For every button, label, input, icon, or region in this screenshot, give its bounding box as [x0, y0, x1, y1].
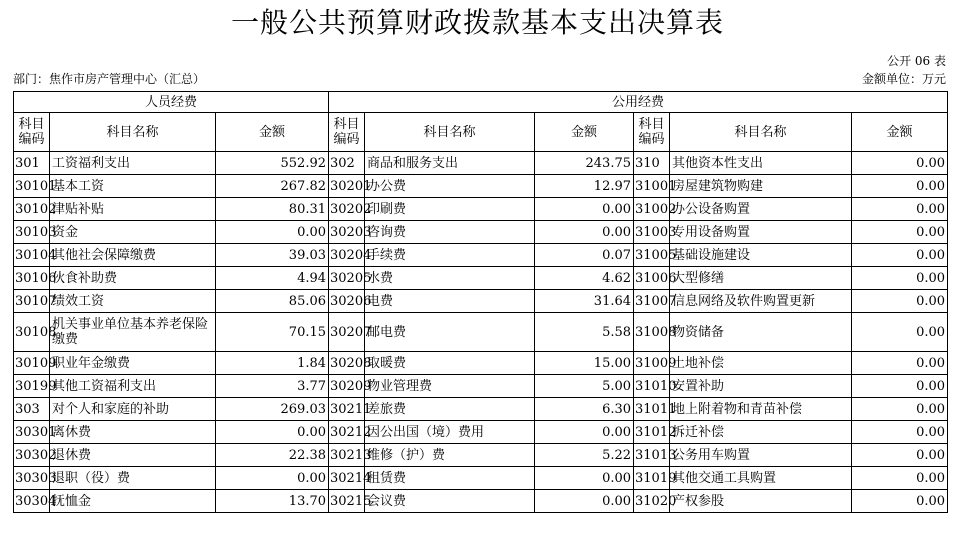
code-cell: 31019 [634, 467, 670, 490]
code-cell: 302 [329, 152, 365, 175]
code-cell: 30207 [329, 313, 365, 352]
amount-cell: 31.64 [535, 290, 634, 313]
column-header-name: 科目名称 [365, 113, 535, 152]
name-cell: 其他交通工具购置 [670, 467, 852, 490]
amount-cell: 0.00 [852, 375, 948, 398]
table-row [14, 398, 948, 421]
amount-cell: 4.62 [535, 267, 634, 290]
name-cell: 安置补助 [670, 375, 852, 398]
code-cell: 30102 [14, 198, 50, 221]
code-cell: 31001 [634, 175, 670, 198]
group-header-row [14, 92, 948, 113]
code-cell: 31003 [634, 221, 670, 244]
amount-cell: 0.00 [852, 290, 948, 313]
code-cell: 30203 [329, 221, 365, 244]
code-cell: 301 [14, 152, 50, 175]
code-cell: 30206 [329, 290, 365, 313]
amount-cell: 0.00 [852, 221, 948, 244]
code-cell: 30107 [14, 290, 50, 313]
name-cell: 抚恤金 [50, 490, 216, 513]
expenditure-table [13, 91, 948, 513]
amount-cell: 85.06 [216, 290, 329, 313]
name-cell: 其他工资福利支出 [50, 375, 216, 398]
column-header-row [14, 113, 948, 152]
name-cell: 差旅费 [365, 398, 535, 421]
code-cell: 30202 [329, 198, 365, 221]
name-cell: 因公出国（境）费用 [365, 421, 535, 444]
code-cell: 30213 [329, 444, 365, 467]
name-cell: 其他资本性支出 [670, 152, 852, 175]
code-cell: 30199 [14, 375, 50, 398]
code-cell: 31007 [634, 290, 670, 313]
name-cell: 房屋建筑物购建 [670, 175, 852, 198]
table-row [14, 352, 948, 375]
amount-cell: 5.58 [535, 313, 634, 352]
page-title: 一般公共预算财政拨款基本支出决算表 [230, 6, 724, 39]
amount-cell: 269.03 [216, 398, 329, 421]
amount-cell: 22.38 [216, 444, 329, 467]
name-cell: 水费 [365, 267, 535, 290]
amount-cell: 70.15 [216, 313, 329, 352]
table-row [14, 290, 948, 313]
name-cell: 资金 [50, 221, 216, 244]
amount-cell: 267.82 [216, 175, 329, 198]
amount-cell: 0.00 [852, 175, 948, 198]
name-cell: 地上附着物和青苗补偿 [670, 398, 852, 421]
name-cell: 机关事业单位基本养老保险缴费 [50, 313, 216, 352]
amount-cell: 0.00 [852, 198, 948, 221]
amount-cell: 13.70 [216, 490, 329, 513]
code-cell: 30301 [14, 421, 50, 444]
code-cell: 30106 [14, 267, 50, 290]
amount-cell: 12.97 [535, 175, 634, 198]
name-cell: 邮电费 [365, 313, 535, 352]
name-cell: 维修（护）费 [365, 444, 535, 467]
code-cell: 31008 [634, 313, 670, 352]
table-row [14, 221, 948, 244]
name-cell: 办公设备购置 [670, 198, 852, 221]
code-cell: 30302 [14, 444, 50, 467]
code-cell: 31002 [634, 198, 670, 221]
name-cell: 基础设施建设 [670, 244, 852, 267]
name-cell: 离休费 [50, 421, 216, 444]
code-cell: 31006 [634, 267, 670, 290]
name-cell: 大型修缮 [670, 267, 852, 290]
name-cell: 租赁费 [365, 467, 535, 490]
code-cell: 30103 [14, 221, 50, 244]
code-cell: 31010 [634, 375, 670, 398]
name-cell: 拆迁补偿 [670, 421, 852, 444]
code-cell: 31009 [634, 352, 670, 375]
code-cell: 310 [634, 152, 670, 175]
amount-cell: 0.00 [852, 244, 948, 267]
amount-cell: 0.00 [852, 467, 948, 490]
amount-cell: 0.00 [216, 421, 329, 444]
name-cell: 取暖费 [365, 352, 535, 375]
amount-cell: 0.00 [852, 398, 948, 421]
table-row [14, 313, 948, 352]
code-cell: 303 [14, 398, 50, 421]
amount-cell: 15.00 [535, 352, 634, 375]
name-cell: 手续费 [365, 244, 535, 267]
name-cell: 物资储备 [670, 313, 852, 352]
code-cell: 30212 [329, 421, 365, 444]
amount-cell: 243.75 [535, 152, 634, 175]
name-cell: 其他社会保障缴费 [50, 244, 216, 267]
code-cell: 30201 [329, 175, 365, 198]
amount-cell: 0.00 [852, 267, 948, 290]
amount-cell: 6.30 [535, 398, 634, 421]
column-header-code: 科目编码 [634, 113, 670, 152]
amount-cell: 4.94 [216, 267, 329, 290]
column-header-amount: 金额 [216, 113, 329, 152]
name-cell: 物业管理费 [365, 375, 535, 398]
amount-cell: 0.07 [535, 244, 634, 267]
code-cell: 31012 [634, 421, 670, 444]
name-cell: 公务用车购置 [670, 444, 852, 467]
amount-cell: 552.92 [216, 152, 329, 175]
amount-cell: 0.00 [852, 152, 948, 175]
amount-cell: 0.00 [852, 490, 948, 513]
amount-cell: 0.00 [216, 467, 329, 490]
amount-cell: 0.00 [535, 198, 634, 221]
column-header-name: 科目名称 [50, 113, 216, 152]
amount-cell: 0.00 [535, 421, 634, 444]
code-cell: 31020 [634, 490, 670, 513]
code-cell: 30204 [329, 244, 365, 267]
name-cell: 基本工资 [50, 175, 216, 198]
name-cell: 电费 [365, 290, 535, 313]
amount-cell: 0.00 [535, 490, 634, 513]
column-header-code: 科目编码 [329, 113, 365, 152]
name-cell: 退职（役）费 [50, 467, 216, 490]
column-header-amount: 金额 [535, 113, 634, 152]
amount-cell: 0.00 [535, 467, 634, 490]
table-row [14, 175, 948, 198]
group-header-personnel: 人员经费 [14, 92, 329, 113]
code-cell: 30208 [329, 352, 365, 375]
name-cell: 会议费 [365, 490, 535, 513]
column-header-name: 科目名称 [670, 113, 852, 152]
code-cell: 30214 [329, 467, 365, 490]
code-cell: 30108 [14, 313, 50, 352]
amount-cell: 39.03 [216, 244, 329, 267]
amount-cell: 0.00 [535, 221, 634, 244]
name-cell: 办公费 [365, 175, 535, 198]
code-cell: 30303 [14, 467, 50, 490]
code-cell: 30211 [329, 398, 365, 421]
name-cell: 土地补偿 [670, 352, 852, 375]
amount-cell: 0.00 [852, 444, 948, 467]
amount-cell: 80.31 [216, 198, 329, 221]
name-cell: 津贴补贴 [50, 198, 216, 221]
form-number: 公开 06 表 [887, 54, 946, 68]
table-row [14, 467, 948, 490]
amount-unit-label: 金额单位：万元 [861, 72, 946, 86]
name-cell: 商品和服务支出 [365, 152, 535, 175]
name-cell: 工资福利支出 [50, 152, 216, 175]
name-cell: 伙食补助费 [50, 267, 216, 290]
code-cell: 30215 [329, 490, 365, 513]
table-row [14, 490, 948, 513]
code-cell: 30304 [14, 490, 50, 513]
code-cell: 30205 [329, 267, 365, 290]
table-row [14, 267, 948, 290]
table-row [14, 375, 948, 398]
column-header-amount: 金额 [852, 113, 948, 152]
table-row [14, 152, 948, 175]
column-header-code: 科目编码 [14, 113, 50, 152]
name-cell: 信息网络及软件购置更新 [670, 290, 852, 313]
code-cell: 30209 [329, 375, 365, 398]
amount-cell: 0.00 [852, 313, 948, 352]
code-cell: 30101 [14, 175, 50, 198]
amount-cell: 0.00 [216, 221, 329, 244]
code-cell: 30104 [14, 244, 50, 267]
group-header-public: 公用经费 [329, 92, 948, 113]
table-row [14, 198, 948, 221]
name-cell: 职业年金缴费 [50, 352, 216, 375]
table-row [14, 421, 948, 444]
code-cell: 31013 [634, 444, 670, 467]
amount-cell: 1.84 [216, 352, 329, 375]
amount-cell: 5.22 [535, 444, 634, 467]
department-label: 部门：焦作市房产管理中心（汇总） [13, 72, 206, 86]
name-cell: 对个人和家庭的补助 [50, 398, 216, 421]
amount-cell: 0.00 [852, 421, 948, 444]
amount-cell: 0.00 [852, 352, 948, 375]
name-cell: 印刷费 [365, 198, 535, 221]
name-cell: 绩效工资 [50, 290, 216, 313]
amount-cell: 5.00 [535, 375, 634, 398]
code-cell: 31005 [634, 244, 670, 267]
name-cell: 产权参股 [670, 490, 852, 513]
name-cell: 专用设备购置 [670, 221, 852, 244]
table-row [14, 444, 948, 467]
name-cell: 咨询费 [365, 221, 535, 244]
amount-cell: 3.77 [216, 375, 329, 398]
code-cell: 30109 [14, 352, 50, 375]
code-cell: 31011 [634, 398, 670, 421]
table-row [14, 244, 948, 267]
name-cell: 退休费 [50, 444, 216, 467]
